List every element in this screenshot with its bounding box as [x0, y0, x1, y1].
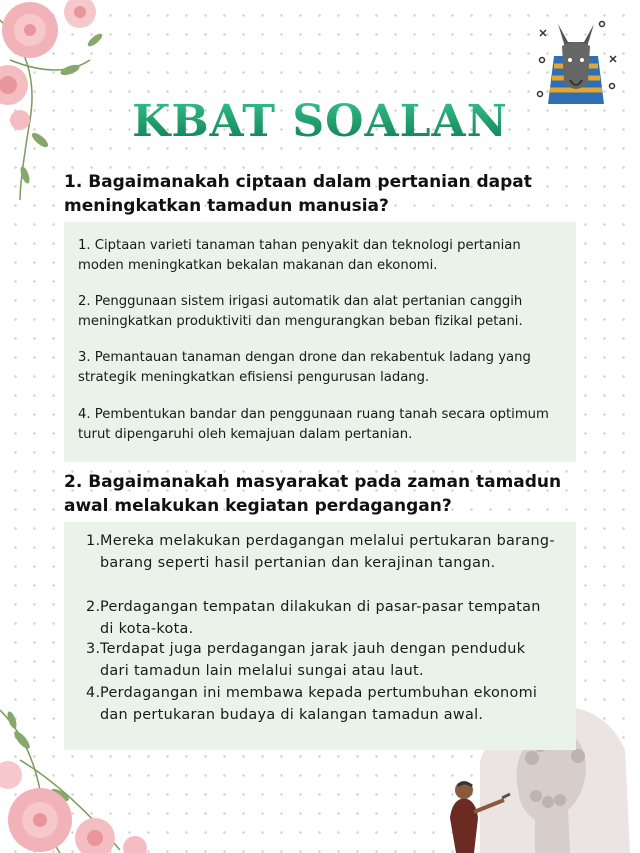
list-number: 2.	[86, 599, 101, 615]
answer-2-4	[86, 682, 556, 726]
question-2: 2. Bagaimanakah masyarakat pada zaman tamadun awal melakukan kegiatan perdagangan?	[64, 472, 562, 516]
list-number: 1.	[86, 533, 101, 549]
list-item-text: Terdapat juga perdagangan jarak jauh dengan penduduk dari tamadun lain melalui sungai atau laut.	[100, 641, 526, 679]
answer-1-3: 3. Pemantauan tanaman dengan drone dan rekabentuk ladang yang strategik meningkatkan efisiensi pengurusan ladang.	[78, 350, 531, 385]
list-number: 3.	[86, 641, 101, 657]
answer-1-2: 2. Penggunaan sistem irigasi automatik dan alat pertanian canggih meningkatkan produktiviti dan mengurangkan beban fizikal petani.	[78, 294, 523, 329]
question-1: 1. Bagaimanakah ciptaan dalam pertanian dapat meningkatkan tamadun manusia?	[64, 172, 532, 216]
anubis-icon	[532, 16, 620, 108]
answer-1-1: 1. Ciptaan varieti tanaman tahan penyakit dan teknologi pertanian moden meningkatkan bekalan makanan dan ekonomi.	[78, 238, 521, 273]
list-number: 4.	[86, 685, 101, 701]
page-title: KBAT SOALAN	[0, 96, 640, 147]
list-item-text: Mereka melakukan perdagangan melalui pertukaran barang-barang seperti hasil pertanian dan kerajinan tangan.	[100, 533, 555, 571]
answer-1-4: 4. Pembentukan bandar dan penggunaan ruang tanah secara optimum turut dipengaruhi oleh kemajuan dalam pertanian.	[78, 407, 549, 442]
answer-2-2	[86, 596, 556, 640]
answer-2-1	[86, 530, 556, 574]
list-item-text: Perdagangan ini membawa kepada pertumbuhan ekonomi dan pertukaran budaya di kalangan tamadun awal.	[100, 685, 538, 723]
list-item-text: Perdagangan tempatan dilakukan di pasar-pasar tempatan di kota-kota.	[100, 599, 541, 637]
answer-2-3	[86, 638, 556, 682]
